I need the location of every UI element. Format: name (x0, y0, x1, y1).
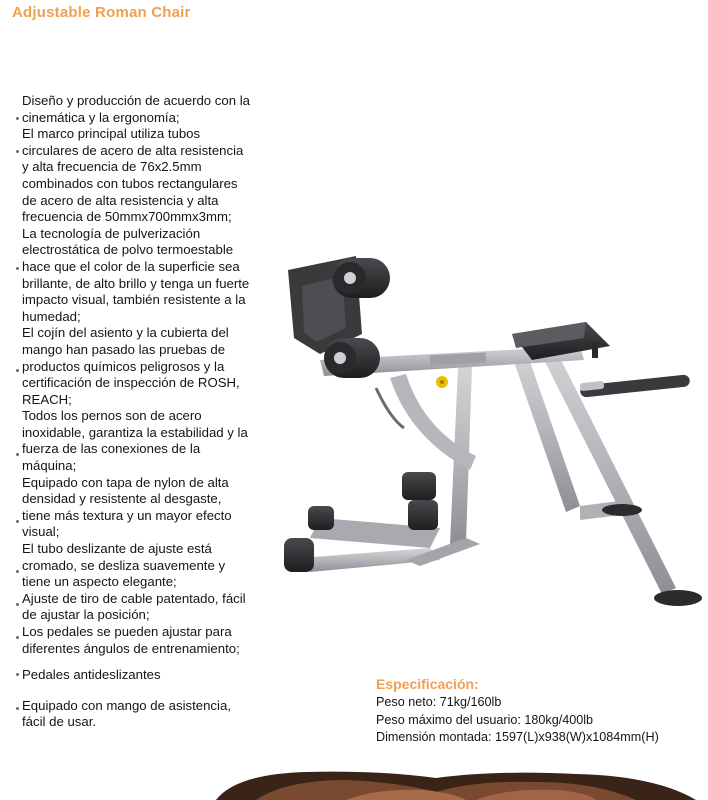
feature-line: La tecnología de pulverización (22, 225, 201, 241)
feature-line: frecuencia de 50mmx700mmx3mm; (22, 209, 232, 225)
specifications (376, 676, 708, 747)
bullet-dot (16, 673, 19, 676)
feature-line: fuerza de las conexiones de la (22, 441, 201, 457)
feature-item (22, 698, 292, 731)
feature-item (22, 325, 292, 408)
feature-item (22, 591, 292, 624)
bullet-dot (16, 369, 19, 372)
feature-line: tiene un aspecto elegante; (22, 574, 177, 590)
feature-line: certificación de inspección de ROSH, (22, 375, 240, 391)
bullet-dot (16, 117, 19, 120)
feature-line: El tubo deslizante de ajuste está (22, 541, 212, 557)
feature-item (22, 93, 292, 126)
ankle-support (288, 256, 390, 378)
roman-chair-illustration (280, 238, 708, 618)
feature-line: brillante, de alto brillo y tenga un fuerte (22, 275, 250, 291)
feature-line: mango han pasado las pruebas de (22, 341, 226, 357)
feature-line: cromado, se desliza suavemente y (22, 557, 226, 573)
bullet-dot (16, 453, 19, 456)
feature-line: electrostática de polvo termoestable (22, 242, 234, 258)
assist-handle (580, 374, 691, 397)
spec-row: Dimensión montada: 1597(L)x938(W)x1084mm(H) (376, 730, 659, 744)
feature-line: densidad y resistente al desgaste, (22, 491, 222, 507)
feature-line: Todos los pernos son de acero (22, 408, 202, 424)
bullet-dot (16, 707, 19, 710)
feature-line: Los pedales se pueden ajustar para (22, 624, 232, 639)
feature-line: de acero de alta resistencia y alta (22, 192, 219, 208)
feature-line: cinemática y la ergonomía; (22, 109, 180, 125)
bullet-dot (16, 150, 19, 153)
feature-item (22, 475, 292, 541)
feature-item (22, 126, 292, 226)
bullet-dot (16, 603, 19, 606)
feature-line: El cojín del asiento y la cubierta del (22, 325, 229, 341)
features-list (22, 93, 292, 731)
feature-line: diferentes ángulos de entrenamiento; (22, 640, 240, 656)
feature-line: tiene más textura y un mayor efecto (22, 507, 232, 523)
feature-line: impacto visual, también resistente a la (22, 292, 246, 308)
feature-line: fácil de usar. (22, 714, 97, 730)
feature-line: Pedales antideslizantes (22, 667, 161, 683)
feature-line: circulares de acero de alta resistencia (22, 142, 244, 158)
feature-line: combinados con tubos rectangulares (22, 175, 238, 191)
bullet-dot (16, 636, 19, 639)
feature-item (22, 624, 292, 657)
feature-line: y alta frecuencia de 76x2.5mm (22, 159, 202, 175)
bullet-dot (16, 267, 19, 270)
bullet-dot (16, 570, 19, 573)
spec-row: Peso máximo del usuario: 180kg/400lb (376, 712, 594, 727)
feature-line: Equipado con tapa de nylon de alta (22, 474, 229, 490)
feature-line: REACH; (22, 391, 72, 407)
page-title: Adjustable Roman Chair (12, 4, 191, 21)
feature-line: Ajuste de tiro de cable patentado, fácil (22, 590, 246, 606)
feature-line: máquina; (22, 458, 77, 474)
feature-item (22, 226, 292, 326)
feature-item (22, 541, 292, 591)
feature-item (22, 667, 292, 684)
spec-row: Peso neto: 71kg/160lb (376, 695, 502, 709)
spec-title: Especificación: (376, 676, 479, 692)
feature-line: de ajustar la posición; (22, 607, 150, 623)
feature-line: humedad; (22, 308, 81, 324)
feature-line: Diseño y producción de acuerdo con la (22, 93, 250, 108)
feature-line: Equipado con mango de asistencia, (22, 697, 231, 713)
feature-item (22, 408, 292, 474)
feature-line: productos químicos peligrosos y la (22, 358, 225, 374)
feature-line: inoxidable, garantiza la estabilidad y la (22, 424, 248, 440)
feature-line: El marco principal utiliza tubos (22, 126, 201, 142)
athlete-photo (196, 768, 708, 800)
bullet-dot (16, 520, 19, 523)
feature-line: visual; (22, 524, 60, 540)
feature-line: hace que el color de la superficie sea (22, 258, 240, 274)
